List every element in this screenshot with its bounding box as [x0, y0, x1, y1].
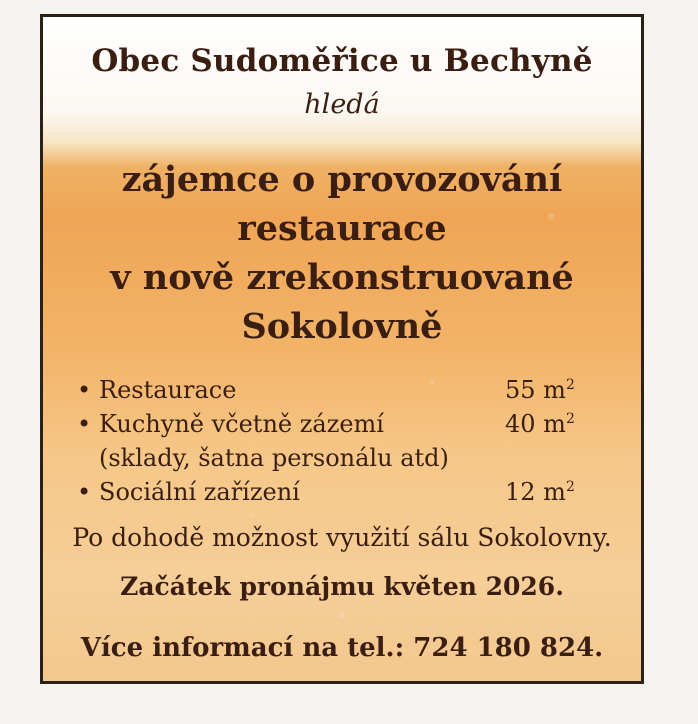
bullet-icon: •: [77, 478, 92, 506]
contact-phone: Více informací na tel.: 724 180 824.: [80, 633, 604, 663]
list-item: [77, 475, 617, 509]
poster-subtitle: hledá: [304, 89, 380, 120]
hall-usage-note: Po dohodě možnost využití sálu Sokolovny.: [72, 523, 612, 552]
bullet-icon: •: [77, 410, 92, 438]
space-label: Restaurace: [99, 376, 237, 404]
headline-line: Sokolovně: [241, 306, 443, 347]
poster-title: Obec Sudoměřice u Bechyně: [91, 43, 593, 79]
space-note: (sklady, šatna personálu atd): [99, 444, 449, 472]
advertisement-poster: [40, 14, 644, 684]
space-area: [505, 475, 575, 509]
lease-start: Začátek pronájmu květen 2026.: [120, 572, 564, 601]
space-area: [505, 373, 575, 407]
area-number: 55 m: [505, 376, 566, 404]
area-number: 40 m: [505, 410, 566, 438]
poster-headline: [43, 155, 641, 351]
space-area: [505, 407, 575, 441]
area-exponent: 2: [565, 411, 575, 427]
area-exponent: 2: [565, 377, 575, 393]
list-item: [77, 373, 617, 407]
space-label: Kuchyně včetně zázemí: [99, 410, 384, 438]
headline-line: restaurace: [237, 208, 447, 249]
area-number: 12 m: [505, 478, 566, 506]
area-exponent: 2: [565, 479, 575, 495]
headline-line: v nově zrekonstruované: [110, 257, 574, 298]
headline-line: zájemce o provozování: [121, 159, 563, 200]
space-label: Sociální zařízení: [99, 478, 300, 506]
bullet-icon: •: [77, 376, 92, 404]
list-item: [77, 407, 617, 475]
space-list: [77, 373, 617, 509]
